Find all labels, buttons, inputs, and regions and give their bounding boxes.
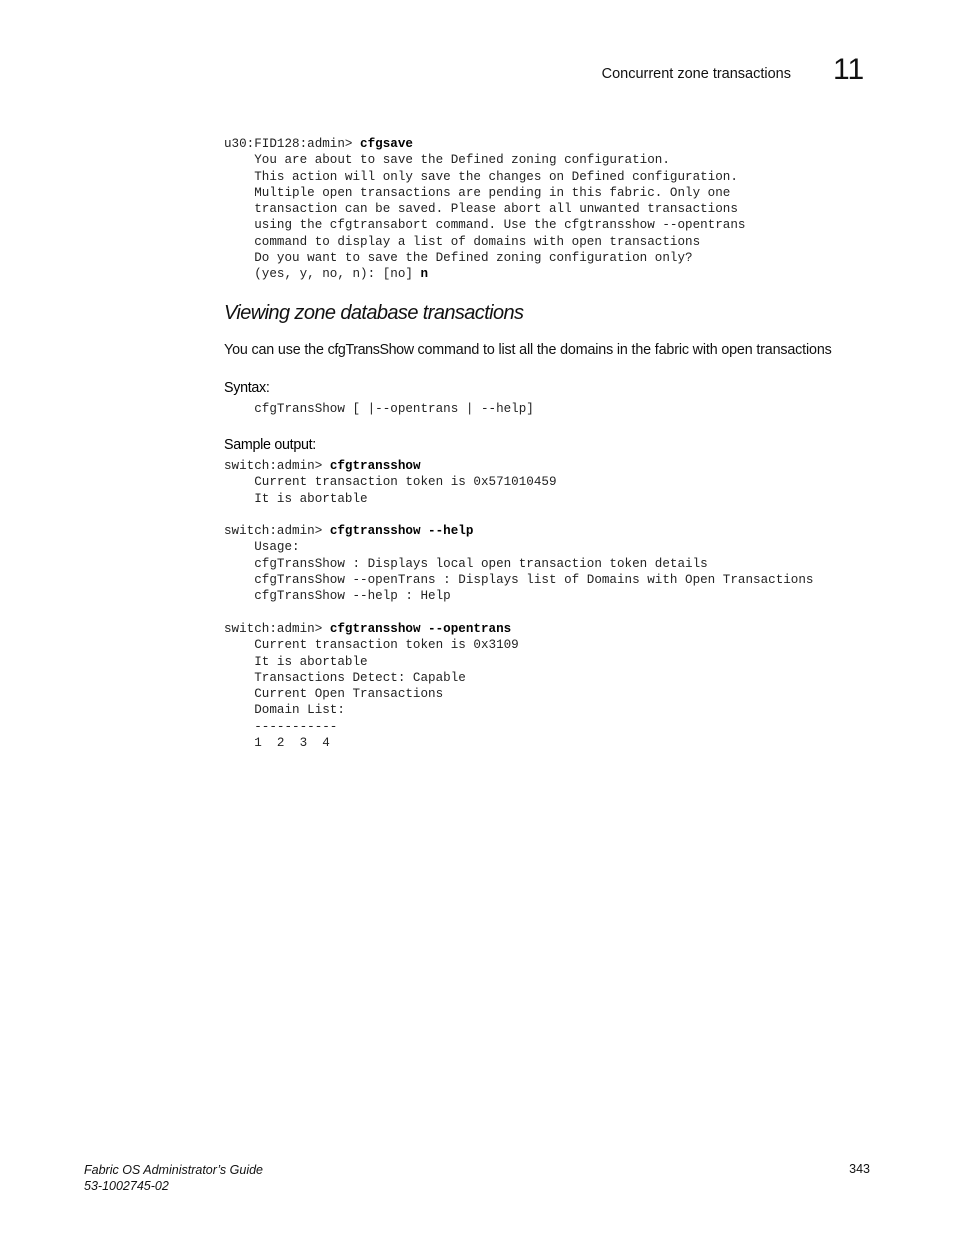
code-line: cfgTransShow --help : Help [224,589,451,604]
code-line: command to display a list of domains with open transactions [224,234,701,249]
code-line: transaction can be saved. Please abort all unwanted transactions [224,202,738,217]
code-line: Current Open Transactions [224,687,444,702]
footer-doc-number: 53-1002745-02 [84,1179,169,1193]
code-line: cfgTransShow --openTrans : Displays list of Domains with Open Transactions [224,573,814,588]
section-heading: Viewing zone database transactions [224,302,524,324]
code-confirm-prompt: (yes, y, no, n): [no] [224,267,421,282]
para-text: You can use the [224,342,328,358]
code-blank-line [224,605,813,621]
code-line: Usage: [224,540,300,555]
footer-guide-title: Fabric OS Administrator’s Guide [84,1163,263,1177]
code-line: Current transaction token is 0x3109 [224,638,519,653]
code-command: cfgsave [360,137,413,151]
code-prompt: u30:FID128:admin> [224,137,361,151]
code-line-command [224,621,813,637]
code-line: This action will only save the changes on Defined configuration. [224,169,738,184]
code-line: It is abortable [224,654,368,669]
code-command: cfgtransshow --help [329,524,474,539]
code-line: Do you want to save the Defined zoning configuration only? [224,251,693,266]
code-line: You are about to save the Defined zoning configuration. [224,153,670,168]
code-command: cfgtransshow [329,459,421,473]
code-line: Current transaction token is 0x571010459 [224,475,557,490]
code-prompt: switch:admin> [224,621,330,636]
code-line-command [224,523,813,539]
code-line: 1 2 3 4 [224,736,330,751]
code-line: Multiple open transactions are pending in this fabric. Only one [224,185,731,200]
code-line: It is abortable [224,491,368,506]
code-line: ----------- [224,719,338,734]
code-prompt: switch:admin> [224,459,330,473]
code-line: using the cfgtransabort command. Use the cfgtransshow --opentrans [224,218,746,233]
code-line-cfgsave-command [224,136,745,152]
code-line: Domain List: [224,703,345,718]
sample-output-label: Sample output: [224,437,316,453]
code-confirm-answer: n [420,267,429,282]
code-line-command [224,458,813,474]
chapter-number: 11 [833,53,865,86]
page-number: 343 [849,1162,870,1176]
code-line-confirm [224,266,745,282]
code-prompt: switch:admin> [224,524,330,539]
code-blank-line [224,507,813,523]
running-header-title: Concurrent zone transactions [601,66,791,82]
code-block-cfgsave [224,136,745,283]
code-block-sample [224,458,813,751]
code-line: cfgTransShow : Displays local open transaction token details [224,556,708,571]
body-paragraph [224,342,832,358]
syntax-label: Syntax: [224,380,270,396]
code-line: cfgTransShow [ |--opentrans | --help] [224,402,534,416]
para-command: cfgTransShow [327,342,414,358]
para-text: command to list all the domains in the fabric with open transactions [413,342,832,358]
code-line: Transactions Detect: Capable [224,670,466,685]
code-command: cfgtransshow --opentrans [329,621,512,636]
syntax-code [224,401,534,417]
